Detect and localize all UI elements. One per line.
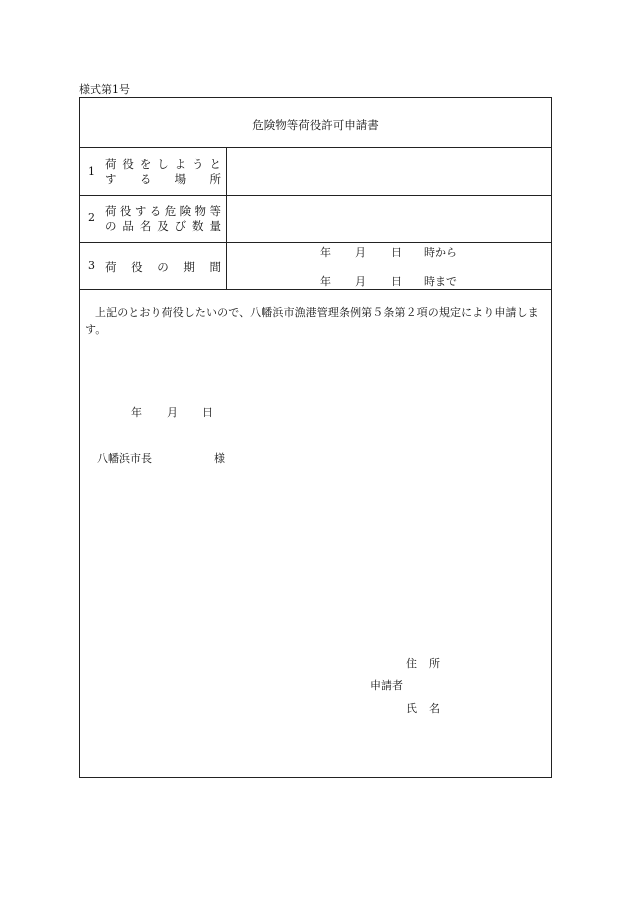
address-label-char: 所 (429, 657, 440, 670)
application-form (79, 97, 552, 778)
label-char: 品 (122, 219, 134, 233)
form-title-row (80, 98, 551, 148)
period-to-year: 年 (320, 275, 331, 288)
name-label-char: 名 (429, 702, 440, 715)
period-from-time: 時から (424, 246, 457, 259)
row-number: 2 (88, 211, 95, 224)
label-char: 等 (209, 204, 221, 218)
label-char: る (149, 204, 162, 218)
row-label-line (105, 156, 221, 172)
period-field[interactable] (227, 242, 551, 289)
application-statement: 上記のとおり荷役したいので、八幡浜市漁港管理条例第５条第２項の規定により申請します。 (85, 306, 539, 336)
label-char: 量 (209, 219, 221, 233)
label-char: 場 (174, 172, 187, 186)
label-char: 役 (131, 260, 143, 274)
period-to-time: 時まで (424, 275, 457, 288)
period-to (227, 273, 551, 287)
row-label-line (105, 218, 221, 234)
row-label-line (105, 259, 221, 275)
addressee: 八幡浜市長 (97, 452, 152, 465)
label-char: 荷 (105, 157, 117, 171)
label-char: 険 (179, 204, 192, 218)
label-char: を (139, 157, 152, 171)
label-char: 荷 (105, 204, 117, 218)
location-field[interactable] (227, 147, 551, 195)
label-char: の (105, 219, 117, 233)
period-from-day: 日 (391, 246, 402, 259)
label-char: び (174, 219, 187, 233)
row-number: 3 (88, 259, 95, 272)
label-char: 荷 (105, 260, 117, 274)
row-goods-label (80, 195, 227, 242)
label-char: 数 (192, 219, 204, 233)
period-from-year: 年 (320, 246, 331, 259)
label-char: 及 (157, 219, 169, 233)
applicant-label: 申請者 (370, 679, 403, 692)
label-char: す (105, 172, 117, 186)
label-char: し (157, 157, 169, 171)
row-period (80, 242, 551, 290)
row-goods (80, 195, 551, 243)
label-char: 名 (139, 219, 152, 233)
addressee-honorific: 様 (214, 452, 225, 465)
address-label-char: 住 (406, 657, 417, 670)
label-char: う (192, 157, 204, 171)
label-char: 期 (183, 260, 195, 274)
period-to-month: 月 (355, 275, 366, 288)
label-char: 間 (209, 260, 221, 274)
form-number: 様式第1号 (79, 83, 130, 96)
row-number: 1 (88, 165, 95, 178)
row-period-label (80, 242, 227, 289)
period-from-month: 月 (355, 246, 366, 259)
date-month: 月 (167, 406, 178, 419)
period-from (227, 244, 551, 258)
label-char: る (139, 172, 152, 186)
label-char: と (209, 157, 221, 171)
label-char: の (157, 260, 169, 274)
row-location (80, 147, 551, 196)
label-char: よ (174, 157, 187, 171)
label-char: 危 (164, 204, 177, 218)
name-label-char: 氏 (406, 702, 417, 715)
date-day: 日 (202, 406, 213, 419)
label-char: 物 (194, 204, 207, 218)
label-char: 所 (209, 172, 221, 186)
row-location-label (80, 147, 227, 195)
form-title: 危険物等荷役許可申請書 (252, 117, 379, 132)
goods-field[interactable] (227, 195, 551, 242)
row-label-line (105, 203, 221, 219)
label-char: 役 (122, 157, 134, 171)
label-char: す (134, 204, 147, 218)
date-year: 年 (131, 406, 142, 419)
period-to-day: 日 (391, 275, 402, 288)
label-char: 役 (119, 204, 132, 218)
row-label-line (105, 171, 221, 187)
